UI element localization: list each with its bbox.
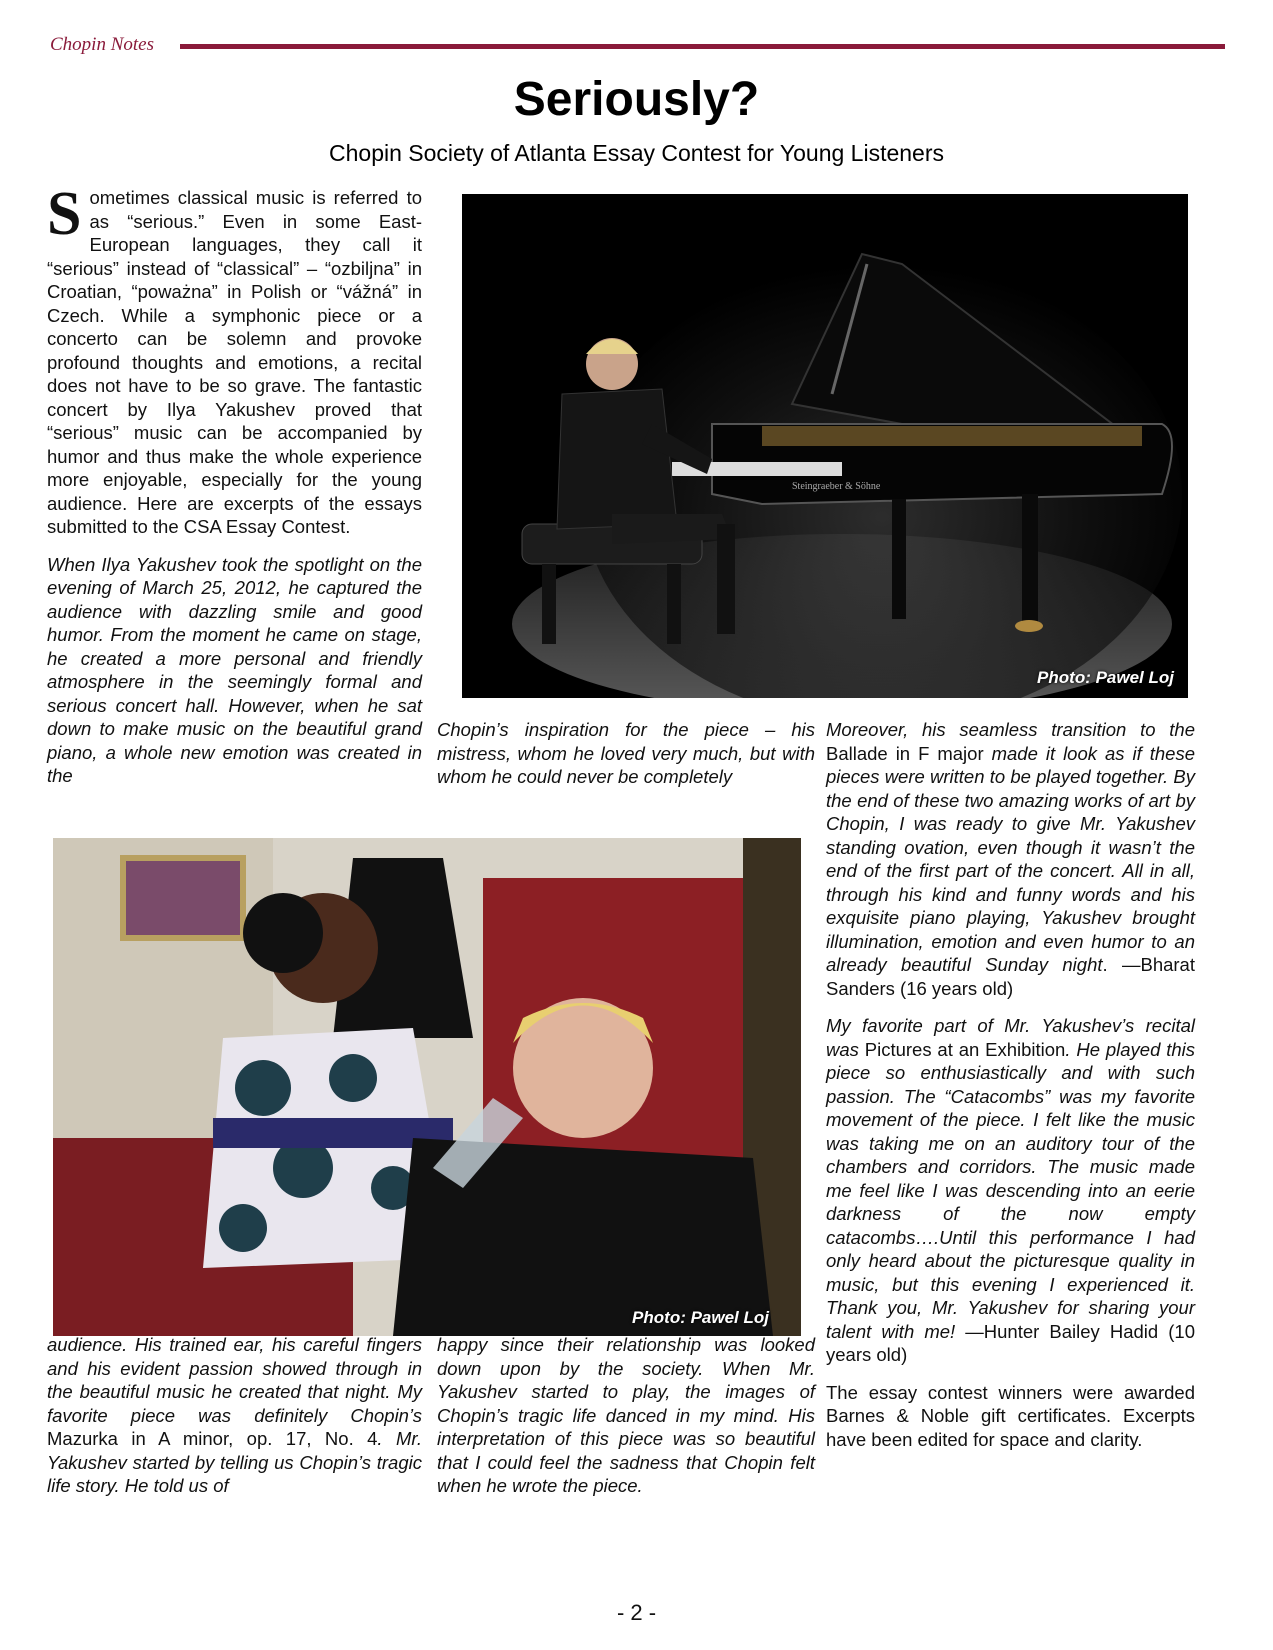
- essay1-part2-b: . Mr. Yakushev started by telling us Chopin’s tragic life story. He told us of: [47, 1428, 422, 1496]
- essay1-part2: [47, 1333, 422, 1498]
- essay2-signature: —Hunter Bailey Hadid (10 years old): [826, 1320, 1195, 1365]
- piano-photo-credit: Photo: Pawel Loj: [1037, 668, 1174, 687]
- piano-photo-image: [462, 194, 1188, 698]
- essay1-part3: Chopin’s inspiration for the piece – his mistress, whom he loved very much, but with whom he could never be completely: [437, 719, 815, 787]
- essay1-part5-b: made it look as if these pieces were written to be played together. By the end of these two amazing works of art by Chopin, I was ready to give Mr. Yakushev standing ovation, even though it wasn’t the end of the first part of the concert. All in all, through his kind and funny words and his exquisite piano playing, Yakushev brought illumination, emotion and even humor to an already beautiful Sunday night: [826, 742, 1195, 975]
- closing-paragraph: The essay contest winners were awarded Barnes & Noble gift certificates. Excerpts have been edited for space and clarity.: [826, 1381, 1195, 1450]
- essay1-part2-a: audience. His trained ear, his careful fingers and his evident passion showed through in the beautiful music he created that night. My favorite piece was definitely Chopin’s: [47, 1334, 422, 1426]
- girl-photo: [53, 838, 801, 1336]
- column-3: [826, 718, 1195, 1465]
- girl-photo-image: [53, 838, 801, 1336]
- essay1-signature: . —Bharat Sanders (16 years old): [826, 954, 1195, 999]
- essay2: [826, 1014, 1195, 1367]
- girl-photo-credit: Photo: Pawel Loj: [632, 1308, 769, 1327]
- piano-brand: Steingraeber & Söhne: [792, 481, 881, 492]
- drop-cap: S: [47, 180, 82, 248]
- column-2-middle: [437, 718, 815, 803]
- pictures-title: Pictures at an Exhibition: [864, 1038, 1066, 1060]
- essay2-b: . He played this piece so enthusiastically and with such passion. The “Catacombs” was my favorite movement of the piece. I felt like the music was taking me on an auditory tour of the chambers and corridors. The music made me feel like I was descending into an eerie darkness of the now empty catacombs….Until this performance I had only heard about the picturesque quality in music, but this evening I experienced it. Thank you, Mr. Yakushev for sharing your talent with me!: [826, 1038, 1196, 1342]
- essay1-part1: When Ilya Yakushev took the spotlight on the evening of March 25, 2012, he captured the audience with dazzling smile and good humor. From the moment he came on stage, he created a more personal and friendly atmosphere in the seemingly formal and serious concert hall. However, when he sat down to make music on the beautiful grand piano, a whole new emotion was created in the: [47, 553, 422, 786]
- intro-text: ometimes classical music is referred to as “serious.” Even in some East-European languages, they call it “serious” instead of “classical” – “ozbiljna” in Croatian, “poważna” in Polish or “vážná” in Czech. While a symphonic piece or a concerto can be solemn and provoke profound thoughts and emotions, a recital does not have to be so grave. The fantastic concert by Ilya Yakushev proved that “serious” music can be accompanied by humor and thus make the whole experience more enjoyable, especially for the young audience. Here are excerpts of the essays submitted to the CSA Essay Contest.: [47, 187, 422, 537]
- running-header: Chopin Notes: [50, 34, 154, 55]
- intro-paragraph: [47, 180, 422, 539]
- article-subtitle: Chopin Society of Atlanta Essay Contest for Young Listeners: [329, 140, 944, 166]
- ballade-title: Ballade in F major: [826, 742, 984, 764]
- column-1-top: [47, 180, 422, 802]
- page-number: - 2 -: [616, 1600, 657, 1625]
- piano-photo: [462, 194, 1188, 698]
- column-1-bottom: [47, 1333, 422, 1512]
- mazurka-title: Mazurka in A minor, op. 17, No. 4: [47, 1428, 378, 1449]
- essay1-part5-a: Moreover, his seamless transition to the: [826, 719, 1195, 740]
- article-title: Seriously?: [513, 73, 760, 126]
- essay1-part5: [826, 718, 1195, 1000]
- essay2-a: My favorite part of Mr. Yakushev’s recital was: [826, 1015, 1195, 1060]
- column-2-bottom: [437, 1333, 815, 1512]
- essay1-part4: happy since their relationship was looked down upon by the society. When Mr. Yakushev started to play, the images of Chopin’s tragic life danced in my mind. His interpretation of this piece was so beautiful that I could feel the sadness that Chopin felt when he wrote the piece.: [437, 1334, 815, 1496]
- header-rule: [180, 44, 1225, 49]
